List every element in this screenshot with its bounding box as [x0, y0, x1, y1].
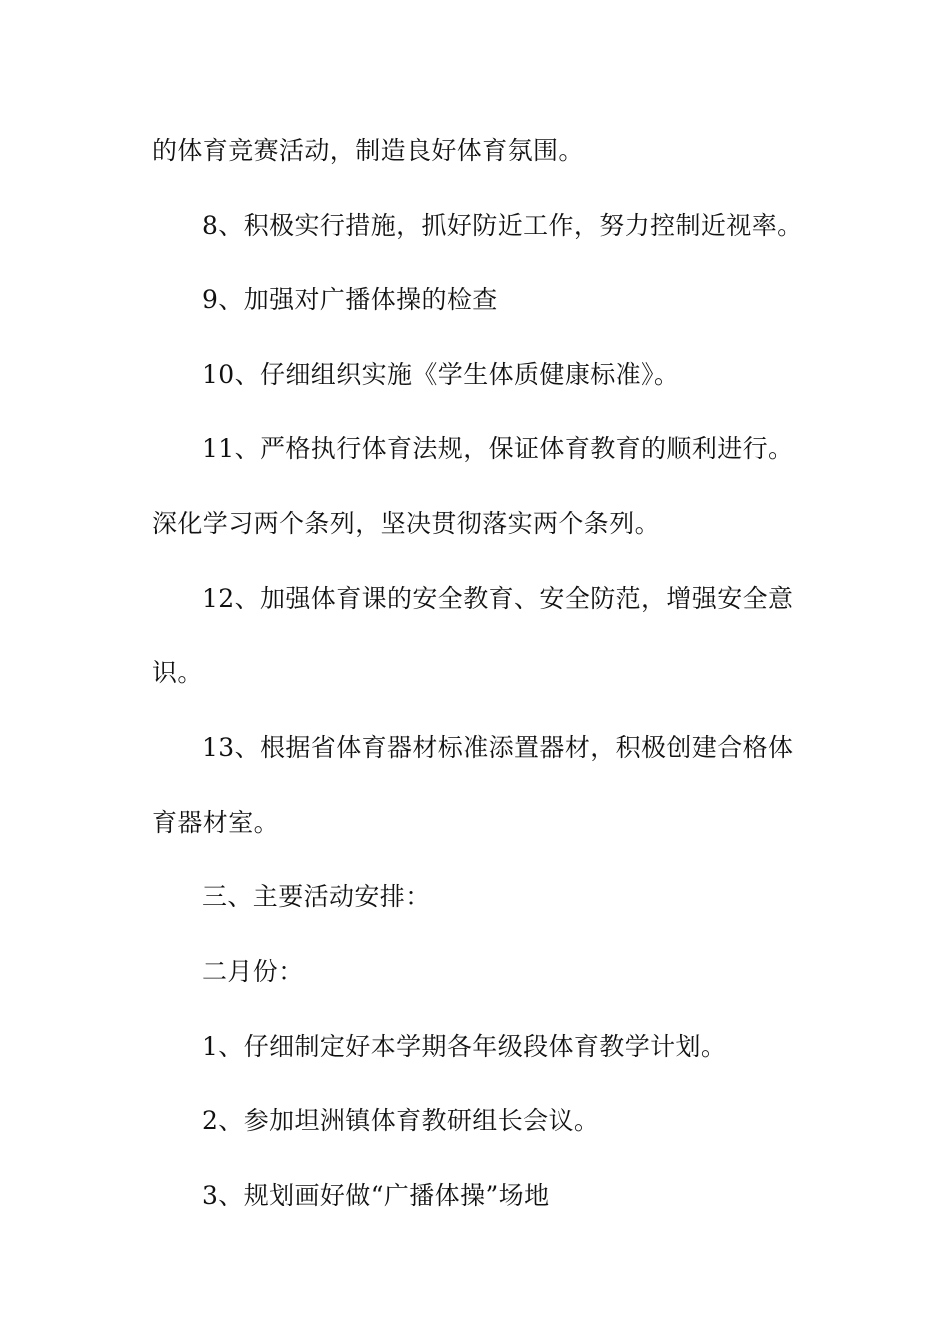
activity-item-3: 3、规划画好做“广播体操”场地 [202, 1181, 550, 1210]
month-heading: 二月份： [202, 957, 304, 986]
list-item-12: 12、加强体育课的安全教育、安全防范，增强安全意 [202, 584, 794, 613]
activity-item-2: 2、参加坦洲镇体育教研组长会议。 [202, 1106, 600, 1135]
list-item-11-continuation: 深化学习两个条列，坚决贯彻落实两个条列。 [152, 509, 661, 538]
list-item-13-continuation: 育器材室。 [152, 808, 280, 837]
list-item-13: 13、根据省体育器材标准添置器材，积极创建合格体 [202, 733, 794, 762]
paragraph-line-continuation: 的体育竞赛活动，制造良好体育氛围。 [152, 136, 584, 165]
list-item-9: 9、加强对广播体操的检查 [202, 285, 498, 314]
section-heading: 三、主要活动安排： [202, 882, 431, 911]
list-item-12-continuation: 识。 [152, 658, 203, 687]
list-item-11: 11、严格执行体育法规，保证体育教育的顺利进行。 [202, 434, 794, 463]
list-item-8: 8、积极实行措施，抓好防近工作，努力控制近视率。 [202, 211, 803, 240]
activity-item-1: 1、仔细制定好本学期各年级段体育教学计划。 [202, 1032, 727, 1061]
list-item-10: 10、仔细组织实施《学生体质健康标准》。 [202, 360, 680, 389]
